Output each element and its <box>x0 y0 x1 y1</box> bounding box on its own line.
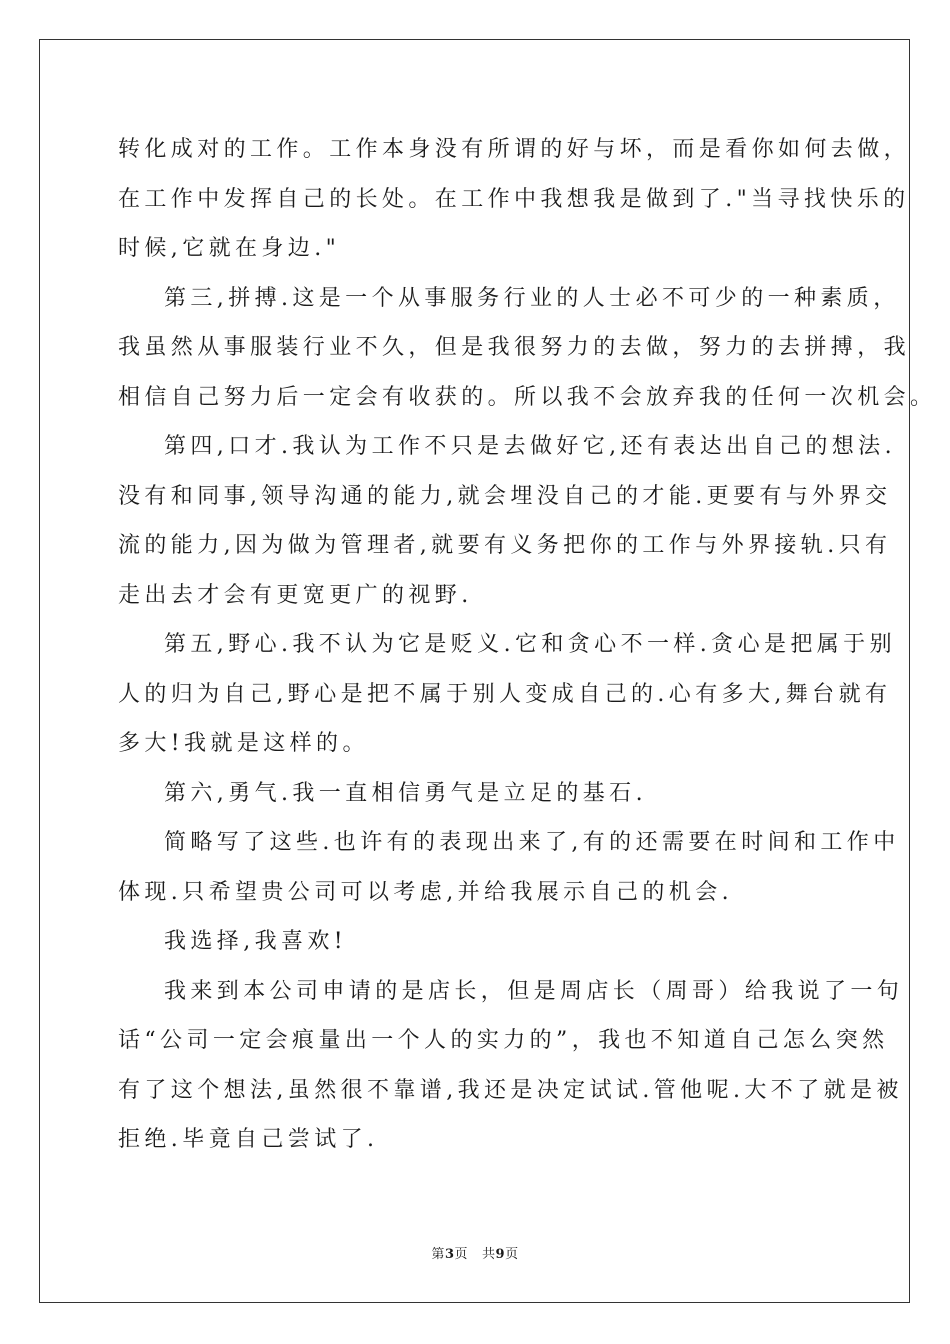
text-line: 我来到本公司申请的是店长，但是周店长（周哥）给我说了一句 <box>164 978 904 1004</box>
page-number: 3 <box>444 1247 455 1262</box>
total-pages: 9 <box>495 1247 506 1262</box>
text-line: 第六,勇气.我一直相信勇气是立足的基石. <box>164 780 647 806</box>
text-line: 流的能力,因为做为管理者,就要有义务把你的工作与外界接轨.只有 <box>118 533 892 558</box>
text-line: 多大!我就是这样的。 <box>118 731 369 756</box>
text-line: 走出去才会有更宽更广的视野. <box>118 582 473 608</box>
text-line: 拒绝.毕竟自己尝试了. <box>118 1127 379 1152</box>
total-prefix: 共 <box>482 1247 496 1262</box>
text-line: 我选择,我喜欢! <box>164 929 348 954</box>
page-footer <box>0 1243 950 1262</box>
text-line: 时候,它就在身边." <box>118 236 341 261</box>
text-line: 体现.只希望贵公司可以考虑,并给我展示自己的机会. <box>118 879 733 905</box>
text-line: 在工作中发挥自己的长处。在工作中我想我是做到了."当寻找快乐的 <box>118 186 910 212</box>
text-line: 简略写了这些.也许有的表现出来了,有的还需要在时间和工作中 <box>164 830 900 855</box>
text-line: 没有和同事,领导沟通的能力,就会埋没自己的才能.更要有与外界交 <box>118 483 892 509</box>
text-line: 人的归为自己,野心是把不属于别人变成自己的.心有多大,舞台就有 <box>118 681 892 707</box>
text-line: 话“公司一定会痕量出一个人的实力的”，我也不知道自己怎么突然 <box>118 1028 889 1053</box>
text-line: 有了这个想法,虽然很不靠谱,我还是决定试试.管他呢.大不了就是被 <box>118 1077 903 1103</box>
text-line: 第五,野心.我不认为它是贬义.它和贪心不一样.贪心是把属于别 <box>164 632 896 657</box>
text-line: 转化成对的工作。工作本身没有所谓的好与坏，而是看你如何去做， <box>118 137 911 162</box>
page-suffix: 页 <box>454 1247 468 1262</box>
text-line: 第四,口才.我认为工作不只是去做好它,还有表达出自己的想法. <box>164 434 896 459</box>
text-line: 第三,拼搏.这是一个从事服务行业的人士必不可少的一种素质， <box>164 285 900 311</box>
document-body <box>118 125 937 1165</box>
text-line: 我虽然从事服装行业不久，但是我很努力的去做，努力的去拼搏，我 <box>118 335 911 360</box>
text-line: 相信自己努力后一定会有收获的。所以我不会放弃我的任何一次机会。 <box>118 384 937 410</box>
page-prefix: 第 <box>431 1247 445 1262</box>
total-suffix: 页 <box>505 1247 519 1262</box>
